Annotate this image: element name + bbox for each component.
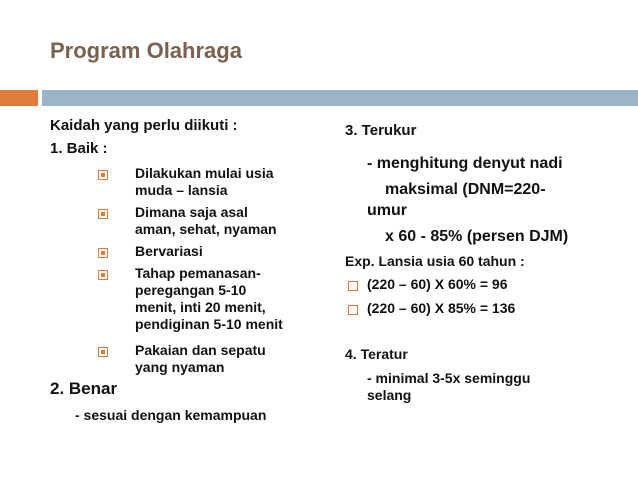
bullet-icon [98,270,108,280]
checkbox-bullet-icon [348,305,358,315]
baik-item-4: Tahap pemanasan- peregangan 5-10 menit, inti 20 menit, pendiginan 5-10 menit [135,265,283,332]
slide-title: Program Olahraga [50,38,242,63]
baik-label: 1. Baik : [50,140,108,157]
example-label: Exp. Lansia usia 60 tahun : [345,253,525,269]
bullet-icon [98,170,108,180]
checkbox-bullet-icon [348,281,358,291]
teratur-text: - minimal 3-5x seminggu selang [367,370,531,403]
baik-item-2: Dimana saja asal aman, sehat, nyaman [135,204,277,237]
example-1: (220 – 60) X 60% = 96 [367,276,508,292]
bullet-icon [98,347,108,357]
terukur-label: 3. Terukur [345,122,417,139]
bullet-icon [98,248,108,258]
terukur-line-3: umur [367,202,407,219]
terukur-line-1: - menghitung denyut nadi [367,155,563,172]
terukur-line-4: x 60 - 85% (persen DJM) [385,228,569,245]
baik-item-3: Bervariasi [135,243,203,259]
accent-bar-orange [0,90,38,106]
baik-item-5: Pakaian dan sepatu yang nyaman [135,342,266,375]
baik-item-1: Dilakukan mulai usia muda – lansia [135,165,274,198]
bullet-icon [98,209,108,219]
teratur-label: 4. Teratur [345,346,408,362]
rules-heading: Kaidah yang perlu diikuti : [50,117,238,134]
terukur-line-2: maksimal (DNM=220- [385,181,546,198]
benar-label: 2. Benar [50,379,118,398]
accent-bar-blue [42,90,638,106]
benar-description: - sesuai dengan kemampuan [75,407,267,423]
example-2: (220 – 60) X 85% = 136 [367,300,516,316]
